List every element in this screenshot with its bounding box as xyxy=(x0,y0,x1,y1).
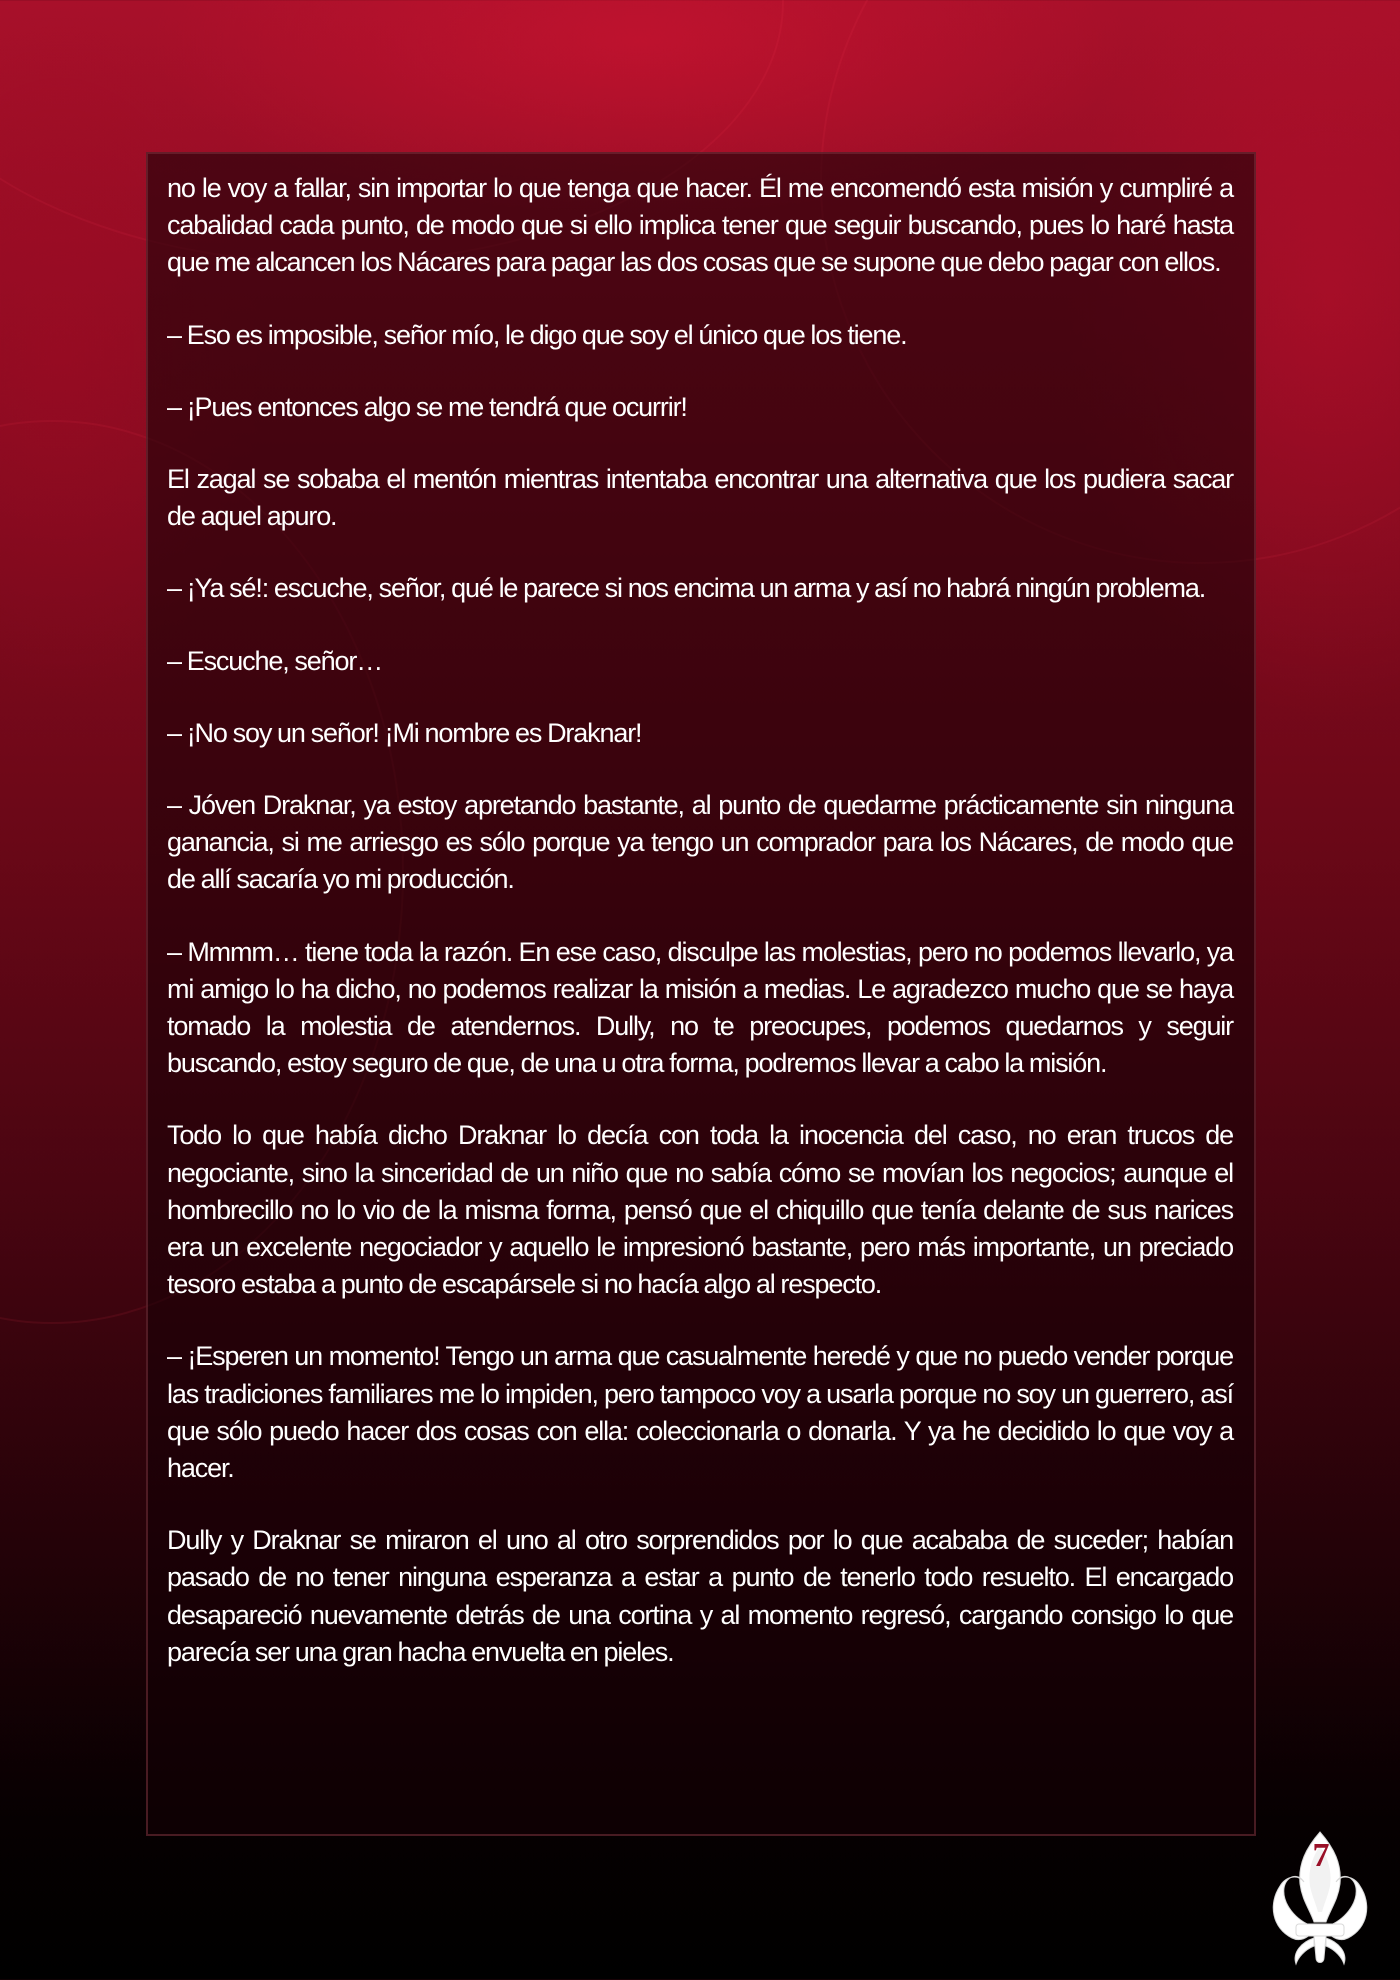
paragraph: Dully y Draknar se miraron el uno al otro sorprendidos por lo que acababa de suceder; habían pasado de no tener ninguna esperanza a estar a punto de tenerlo todo resuelto. El encargado desapareció nuevamente detrás de una cortina y al momento regresó, cargando consigo lo que parecía ser una gran hacha envuelta en pieles. xyxy=(167,1525,1233,1667)
paragraph: Todo lo que había dicho Draknar lo decía con toda la inocencia del caso, no eran trucos de negociante, sino la sinceridad de un niño que no sabía cómo se movían los negocios; aunque el hombrecillo no lo vio de la misma forma, pensó que el chiquillo que tenía delante de sus narices era un excelente negociador y aquello le impresionó bastante, pero más importante, un preciado tesoro estaba a punto de escapársele si no hacía algo al respecto. xyxy=(167,1120,1233,1300)
paragraph: – ¡No soy un señor! ¡Mi nombre es Draknar! xyxy=(167,717,642,748)
paragraph: – Jóven Draknar, ya estoy apretando bastante, al punto de quedarme prácticamente sin ninguna ganancia, si me arriesgo es sólo porque ya tengo un comprador para los Nácares, de modo que de allí sacaría yo mi producción. xyxy=(167,790,1233,895)
paragraph: – Escuche, señor… xyxy=(167,645,383,676)
paragraph: – Eso es imposible, señor mío, le digo que soy el único que los tiene. xyxy=(167,319,907,350)
paragraph: – ¡Ya sé!: escuche, señor, qué le parece si nos encima un arma y así no habrá ningún problema. xyxy=(167,573,1206,604)
paragraph: El zagal se sobaba el mentón mientras intentaba encontrar una alternativa que los pudiera sacar de aquel apuro. xyxy=(167,464,1233,532)
paragraph: – Mmmm… tiene toda la razón. En ese caso, disculpe las molestias, pero no podemos llevarlo, ya mi amigo lo ha dicho, no podemos realizar la misión a medias. Le agradezco mucho que se haya tomado la molestia de atendernos. Dully, no te preocupes, podemos quedarnos y seguir buscando, estoy seguro de que, de una u otra forma, podremos llevar a cabo la misión. xyxy=(167,936,1233,1079)
page-number: 7 xyxy=(1312,1837,1330,1874)
paragraph: – ¡Esperen un momento! Tengo un arma que casualmente heredé y que no puedo vender porque las tradiciones familiares me lo impiden, pero tampoco voy a usarla porque no soy un guerrero, así que sólo puedo hacer dos cosas con ella: coleccionarla o donarla. Y ya he decidido lo que voy a hacer. xyxy=(167,1341,1233,1484)
paragraph: no le voy a fallar, sin importar lo que tenga que hacer. Él me encomendó esta misión y cumpliré a cabalidad cada punto, de modo que si ello implica tener que seguir buscando, pues lo haré hasta que me alcancen los Nácares para pagar las dos cosas que se supone que debo pagar con ellos. xyxy=(167,173,1233,278)
text-panel xyxy=(146,152,1256,1836)
paragraph: – ¡Pues entonces algo se me tendrá que ocurrir! xyxy=(167,391,687,422)
